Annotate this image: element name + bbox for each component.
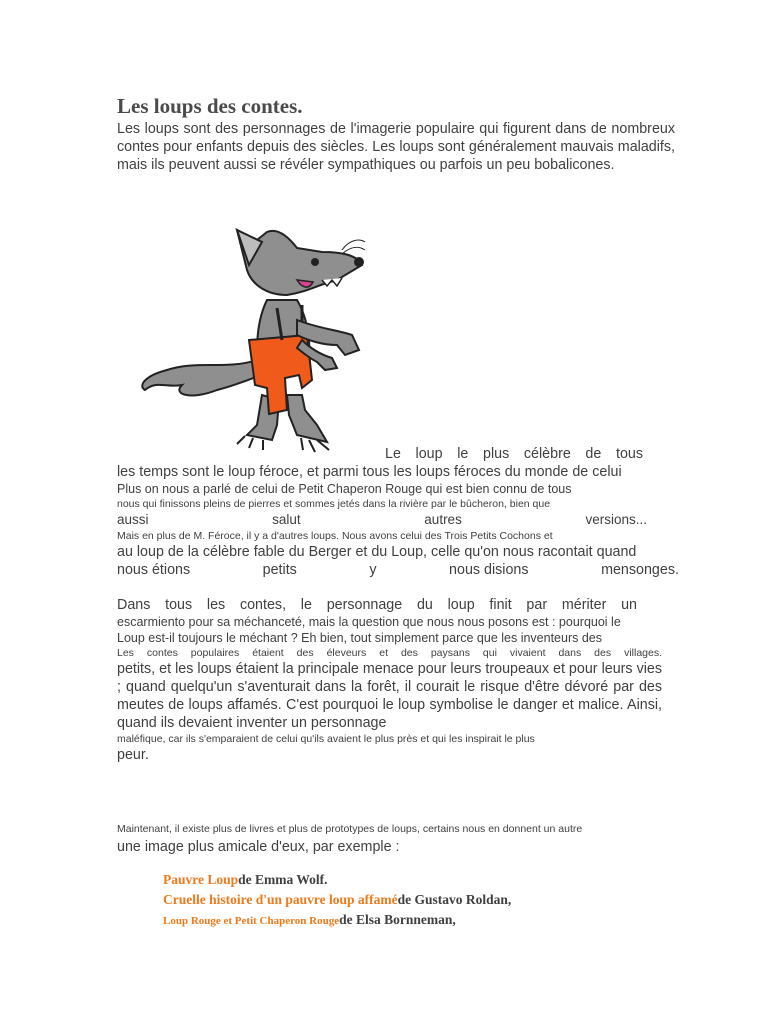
para2-line5: petits, et les loups étaient la principale menace pour leurs troupeaux et pour leurs vies ; quand quelqu'un s'aventurait dans la forêt, il courait le risque d'être dévoré par des meutes de loups affamés. C'est pourquoi le loup symbolise le danger et malice. Ainsi, quand ils devaient inventer un personnage xyxy=(117,661,662,731)
book-title-link[interactable]: Loup Rouge et Petit Chaperon Rouge xyxy=(163,915,340,927)
para2-line6: maléfique, car ils s'emparaient de celui qu'ils avaient le plus près et qui les inspirait le plus xyxy=(117,733,535,745)
para1-line4: nous qui finissons pleins de pierres et sommes jetés dans la rivière par le bûcheron, bien que xyxy=(117,498,551,510)
book-title-link[interactable]: Pauvre Loup xyxy=(163,872,239,887)
page-title: Les loups des contes. xyxy=(117,94,303,118)
para2-line7: peur. xyxy=(117,747,149,763)
para2-line3: Loup est-il toujours le méchant ? Eh bien, tout simplement parce que les inventeurs des xyxy=(117,631,602,645)
book-author: de Gustavo Roldan, xyxy=(397,892,512,907)
book-author: de Elsa Bornneman, xyxy=(339,912,456,927)
paragraph-famous-wolf xyxy=(117,445,679,579)
book-title-link[interactable]: Cruelle histoire d'un pauvre loup affamé xyxy=(163,892,398,907)
paragraph-why-villain xyxy=(117,596,662,764)
para1-line7: au loup de la célèbre fable du Berger et du Loup, celle qu'on nous racontait quand xyxy=(117,544,637,560)
book-list xyxy=(117,872,637,932)
para1-line5-word: salut xyxy=(272,512,301,527)
para1-line8 xyxy=(117,561,679,579)
para1-line8-word: nous disions xyxy=(449,562,529,578)
para2-line4: Les contes populaires étaient des éleveurs et des paysans qui vivaient dans des villages. xyxy=(117,647,662,659)
para1-line8-word: petits xyxy=(262,562,297,578)
list-item xyxy=(117,912,637,932)
book-author: de Emma Wolf. xyxy=(238,872,328,887)
para1-line8-word: nous étions xyxy=(117,562,191,578)
paragraph-friendly-books xyxy=(117,822,662,856)
para3-line2: une image plus amicale d'eux, par exemple : xyxy=(117,839,400,855)
para2-line2: escarmiento pour sa méchanceté, mais la question que nous nous posons est : pourquoi le xyxy=(117,615,621,629)
para1-line8-word: y xyxy=(369,562,377,578)
para1-line2: les temps sont le loup féroce, et parmi tous les loups féroces du monde de celui xyxy=(117,464,622,480)
para2-line1: Dans tous les contes, le personnage du loup finit par mériter un xyxy=(117,597,637,613)
wolf-illustration xyxy=(137,210,367,455)
list-item xyxy=(117,872,637,892)
para1-line5-word: aussi xyxy=(117,512,149,527)
para1-line1: Le loup le plus célèbre de tous xyxy=(385,446,643,462)
para1-line6: Mais en plus de M. Féroce, il y a d'autres loups. Nous avons celui des Trois Petits Cochons et xyxy=(117,530,553,542)
list-item xyxy=(117,892,637,912)
para1-line3: Plus on nous a parlé de celui de Petit Chaperon Rouge qui est bien connu de tous xyxy=(117,482,572,496)
para1-line5-word: autres xyxy=(424,512,462,527)
para3-line1: Maintenant, il existe plus de livres et plus de prototypes de loups, certains nous en donnent un autre xyxy=(117,823,583,835)
para1-line5-word: versions... xyxy=(585,512,647,527)
para1-line8-word: mensonges. xyxy=(601,562,679,578)
intro-paragraph: Les loups sont des personnages de l'imagerie populaire qui figurent dans de nombreux contes pour enfants depuis des siècles. Les loups sont généralement mauvais maladifs, mais ils peuvent aussi se révéler sympathiques ou parfois un peu bobalicones. xyxy=(117,121,675,173)
para1-line5 xyxy=(117,511,647,529)
